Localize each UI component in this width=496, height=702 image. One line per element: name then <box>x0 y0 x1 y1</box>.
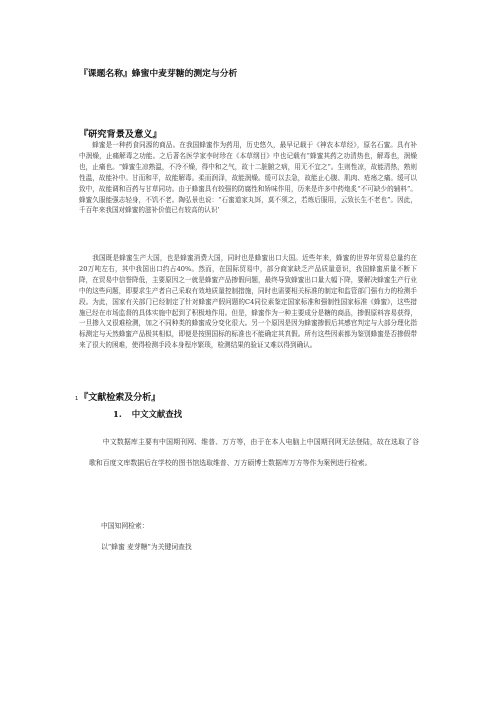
chinese-literature-subheading <box>113 408 182 420</box>
background-paragraph-2 <box>79 253 417 351</box>
heading-mark: 1 <box>75 396 79 402</box>
keyword-line: 以“蜂蜜 麦芽糖”为关键词查找 <box>101 543 192 551</box>
subheading-number: 1. <box>113 409 122 419</box>
database-line: 中国知网检索： <box>101 522 149 530</box>
literature-heading <box>75 390 160 403</box>
background-paragraph-1 <box>79 140 417 216</box>
paragraph-text: 我国既是蜂蜜生产大国，也是蜂蜜消费大国，同时也是蜂蜜出口大国。近些年来，蜂蜜的世界年贸易总量约在20万吨左右，其中我国出口约占40%。然而，在国际贸易中，部分商家缺乏产品质量意识，我国蜂蜜质量不断下降，在贸易中信誉降低，主要原因之一就是蜂蜜产品掺假问题，最终导致蜂蜜出口量大幅下降，要解决蜂蜜生产行业中的这些问题，即要求生产者自己采取有效地质量控制措施，同时也需要相关标准的制定和监管部门强有力的检测手段。为此，国家有关部门已经制定了针对蜂蜜产假问题的C4同位素鉴定国家标准和强制性国家标准《蜂蜜》，这些措施已经在市场监督的具体实施中起到了积极地作用。但是，蜂蜜作为一种主要成分是糖的商品，掺假原料容易获得，一旦掺入又很难检测，加之不同种类的蜂蜜成分变化很大。另一个原因是因为蜂蜜掺假后其感官判定与大部分理化指标测定与天然蜂蜜产品极其相似，即便是按照国标的标准也不能确定其真假。所有这些因素都为鉴别蜂蜜是否掺假带来了很大的困难，使得检测手段本身程序繁琐，检测结果的验证又难以得到确认。 <box>79 254 417 350</box>
background-heading: 『研究背景及意义』 <box>79 129 162 140</box>
subheading-text: 中文文献查找 <box>131 409 182 419</box>
paragraph-text: 中文数据库主要有中国期刊网、维普、万方等，由于在本人电脑上中国期刊网无法登陆，故在选取了谷歌和百度文库数据后在学校的图书馆选取维普、万方硕博士数据库万方等作为案例进行检索。 <box>89 438 419 467</box>
paragraph-text: 蜂蜜是一种药食同源的商品。在我国蜂蜜作为药用，历史悠久，最早记载于《神农本草经》，原名石蜜。具有补中润燥，止痛解毒之功能。之后著名医学家李时珍在《本草纲目》中也记载有“蜂蜜其药之功清热也，解毒也，润燥也，止痛也。“蜂蜜生凉熟温，不冷不燥，得中和之气，故十二脏腑之病，用无不宜之”。生则性凉，故能清热，熟则性温，故能补中。甘而和平，故能解毒。柔而润泽，故能润燥。缓可以去急，故能止心腹、肌肉、疮疡之痛。缓可以致中，故能调和百药与甘草同功。由于蜂蜜具有较强的防腐性和矫味作用，历来是许多中药炮炙“不可缺少的辅料”。蜂蜜久服能强志轻身，不饥不老。陶弘景也说：“石蜜道家丸饵，莫不须之，若炼后服用，云致长生不老也”。因此，千百年来我国对蜂蜜的滋补价值已有较高的认识’ <box>79 141 417 215</box>
literature-paragraph <box>89 432 419 473</box>
page-title: 『课题名称』蜂蜜中麦芽糖的测定与分析 <box>79 69 238 79</box>
literature-heading-text: 『文献检索及分析』 <box>79 393 161 403</box>
